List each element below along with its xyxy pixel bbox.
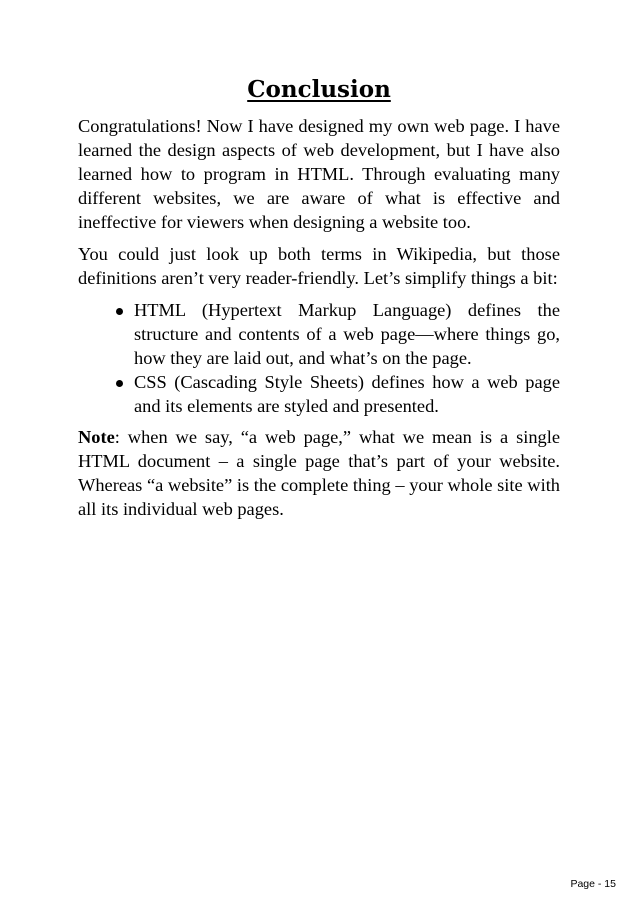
note-text: : when we say, “a web page,” what we mean is a single HTML document – a single page that’s part of your website. Whereas “a website” is the complete thing – your whole site with all its individual web pages. bbox=[78, 427, 560, 519]
definitions-paragraph: You could just look up both terms in Wikipedia, but those definitions aren’t very reader-friendly. Let’s simplify things a bit: bbox=[78, 244, 560, 288]
list-item-text: CSS (Cascading Style Sheets) defines how a web page and its elements are styled and presented. bbox=[134, 372, 560, 416]
page-title: Conclusion bbox=[247, 76, 391, 103]
document-body bbox=[78, 114, 560, 529]
page-number: Page - 15 bbox=[570, 878, 616, 890]
note-label: Note bbox=[78, 427, 115, 447]
intro-paragraph: Congratulations! Now I have designed my own web page. I have learned the design aspects of web development, but I have also learned how to program in HTML. Through evaluating many different websites, we are aware of what is effective and ineffective for viewers when designing a website too. bbox=[78, 116, 560, 232]
list-item-css bbox=[134, 370, 560, 418]
definition-list bbox=[78, 298, 560, 418]
bullet-icon bbox=[116, 380, 123, 387]
bullet-icon bbox=[116, 308, 123, 315]
note-paragraph bbox=[78, 425, 560, 521]
list-item-text: HTML (Hypertext Markup Language) defines the structure and contents of a web page—where things go, how they are laid out, and what’s on the page. bbox=[134, 300, 560, 368]
list-item-html bbox=[134, 298, 560, 370]
